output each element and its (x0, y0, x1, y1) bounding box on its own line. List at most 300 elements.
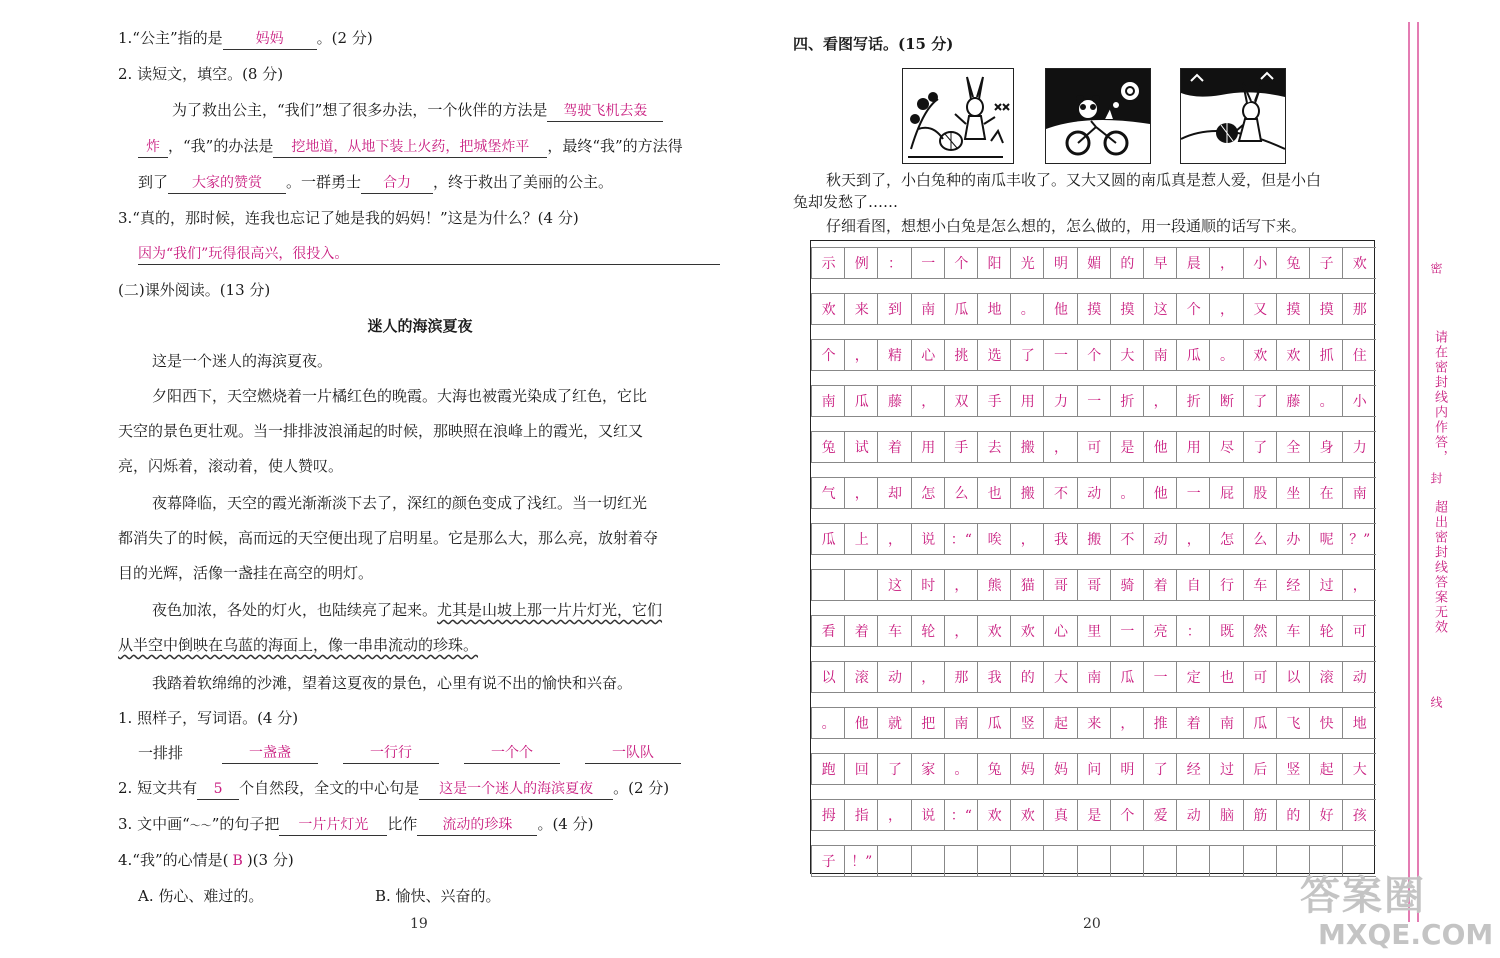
q2-l2-tail: ，最终“我”的方法得 (547, 137, 683, 155)
q1-answer: 妈妈 (223, 29, 317, 50)
grid-cell: 把 (911, 707, 945, 739)
grid-cell (877, 845, 911, 877)
grid-cell: 真 (1043, 799, 1077, 831)
question-1 (118, 28, 373, 50)
grid-cell: 到 (877, 293, 911, 325)
q2-answer-3: 大家的赞赏 (168, 173, 286, 194)
grid-cell: 哥 (1043, 569, 1077, 601)
grid-cell: 好 (1309, 799, 1343, 831)
sq1-example: 一排排 (138, 744, 184, 762)
grid-cell: 着 (1143, 569, 1177, 601)
grid-cell: 力 (1043, 385, 1077, 417)
grid-cell: 一 (1143, 661, 1177, 693)
section-4-title: 四、看图写话。(15 分) (793, 35, 954, 53)
watermark-brand: 答案圈 (1300, 873, 1426, 919)
grid-cell: ， (1143, 385, 1177, 417)
grid-cell (1077, 845, 1111, 877)
grid-cell: 住 (1342, 339, 1376, 371)
grid-cell: 瓜 (944, 293, 978, 325)
grid-cell: ， (1176, 523, 1210, 555)
grid-cell: 晨 (1176, 247, 1210, 279)
grid-cell: 家 (911, 753, 945, 785)
q2-l3-tail: ，终于救出了美丽的公主。 (433, 173, 614, 191)
seal-mark-bottom: 线 (1429, 696, 1443, 710)
grid-cell: 一 (1110, 615, 1144, 647)
grid-cell: ， (944, 569, 978, 601)
grid-cell: 动 (877, 661, 911, 693)
grid-cell: 个 (811, 339, 845, 371)
grid-cell: 亮 (1143, 615, 1177, 647)
grid-cell: 的 (1276, 799, 1310, 831)
grid-cell: 时 (911, 569, 945, 601)
grid-cell: 着 (877, 431, 911, 463)
grid-cell: 在 (1309, 477, 1343, 509)
grid-cell: 试 (844, 431, 878, 463)
grid-cell: 就 (877, 707, 911, 739)
sq3-answer-2: 流动的珍珠 (417, 815, 537, 836)
grid-cell: 也 (977, 477, 1011, 509)
grid-cell: 动 (1176, 799, 1210, 831)
grid-cell: 例 (844, 247, 878, 279)
grid-cell: 明 (1043, 247, 1077, 279)
essay-paragraph-2-line-1: 夕阳西下，天空燃烧着一片橘红色的晚霞。大海也被霞光染成了红色，它比 (152, 387, 648, 405)
sub-question-3 (118, 814, 593, 836)
sq2-prefix: 2. 短文共有 (118, 779, 198, 797)
essay-paragraph-4-line-2: 从半空中倒映在乌蓝的海面上，像一串串流动的珍珠。 (118, 636, 479, 654)
grid-cell: 小 (1243, 247, 1277, 279)
grid-cell: 他 (1043, 293, 1077, 325)
grid-cell: 手 (977, 385, 1011, 417)
page-number-right: 20 (1083, 916, 1101, 932)
grid-cell: 小 (1342, 385, 1376, 417)
grid-cell: 轮 (911, 615, 945, 647)
grid-cell: 回 (844, 753, 878, 785)
essay-paragraph-5: 我踏着软绵绵的沙滩，望着这夏夜的景色，心里有说不出的愉快和兴奋。 (152, 674, 633, 692)
grid-cell: ， (1209, 293, 1243, 325)
grid-cell: 猫 (1010, 569, 1044, 601)
grid-cell: 一 (1043, 339, 1077, 371)
grid-cell: 摸 (1077, 293, 1111, 325)
q2-l3-mid: 。一群勇士 (286, 173, 362, 191)
grid-cell: 以 (811, 661, 845, 693)
grid-cell: 快 (1309, 707, 1343, 739)
grid-cell: ， (844, 477, 878, 509)
sq2-answer-2: 这是一个迷人的海滨夏夜 (419, 779, 613, 800)
writing-intro-line-2: 兔却发愁了…… (793, 193, 899, 211)
grid-cell (1143, 845, 1177, 877)
panda-bicycle-drawing (1046, 69, 1150, 163)
page-number-left: 19 (410, 916, 428, 932)
sq3-answer-1: 一片片灯光 (279, 815, 387, 836)
grid-cell: 竖 (1276, 753, 1310, 785)
grid-cell: 搬 (1010, 431, 1044, 463)
grid-cell: 欢 (1010, 799, 1044, 831)
watermark-url: MXQE.COM (1318, 918, 1494, 951)
grid-cell (1176, 845, 1210, 877)
grid-cell: 欢 (977, 615, 1011, 647)
grid-cell: 妈 (1010, 753, 1044, 785)
grid-cell: 。 (1110, 477, 1144, 509)
grid-cell: 精 (877, 339, 911, 371)
grid-cell: 是 (1077, 799, 1111, 831)
grid-cell: 熊 (977, 569, 1011, 601)
grid-cell: 。 (811, 707, 845, 739)
sq2-middle: 个自然段，全文的中心句是 (239, 779, 420, 797)
grid-cell: 欢 (977, 799, 1011, 831)
grid-cell (1010, 845, 1044, 877)
grid-cell: 他 (1143, 431, 1177, 463)
sq4-suffix: )(3 分) (246, 851, 294, 869)
grid-cell: 兔 (977, 753, 1011, 785)
q2-l3-text: 到了 (138, 173, 169, 191)
grid-cell: 看 (811, 615, 845, 647)
seal-notice-2: 超出密封线答案无效 (1432, 500, 1447, 635)
grid-cell: 。 (944, 753, 978, 785)
writing-intro-line-1: 秋天到了，小白兔种的南瓜丰收了。又大又圆的南瓜真是惹人爱，但是小白 (826, 171, 1322, 189)
grid-cell: 了 (877, 753, 911, 785)
grid-cell: ， (1010, 523, 1044, 555)
grid-cell: 心 (911, 339, 945, 371)
question-3-title: 3.“真的，那时候，连我也忘记了她是我的妈妈！”这是为什么？(4 分) (118, 209, 579, 227)
grid-cell: ！” (844, 845, 878, 877)
grid-cell: 起 (1043, 707, 1077, 739)
grid-cell: 瓜 (844, 385, 878, 417)
essay-paragraph-1: 这是一个迷人的海滨夏夜。 (152, 352, 333, 370)
grid-cell: 兔 (811, 431, 845, 463)
grid-cell: 用 (1176, 431, 1210, 463)
grid-cell: 双 (944, 385, 978, 417)
q2-answer-4: 合力 (361, 173, 433, 194)
grid-cell: 欢 (1243, 339, 1277, 371)
grid-cell: 屁 (1209, 477, 1243, 509)
grid-cell: 来 (844, 293, 878, 325)
grid-cell: 那 (1342, 293, 1376, 325)
grid-cell: 里 (1077, 615, 1111, 647)
grid-cell: 子 (811, 845, 845, 877)
grid-cell: ？” (1342, 523, 1376, 555)
grid-cell: 妈 (1043, 753, 1077, 785)
grid-cell (1243, 845, 1277, 877)
grid-cell: 媚 (1077, 247, 1111, 279)
grid-cell: 藤 (1276, 385, 1310, 417)
grid-cell: 地 (977, 293, 1011, 325)
sub-question-4 (118, 850, 294, 871)
grid-cell: 呢 (1309, 523, 1343, 555)
grid-cell: 说 (911, 799, 945, 831)
grid-cell: 兔 (1276, 247, 1310, 279)
grid-cell: ， (944, 615, 978, 647)
grid-cell: ： (877, 247, 911, 279)
grid-cell: 经 (1276, 569, 1310, 601)
grid-cell: ， (1110, 707, 1144, 739)
grid-cell: 南 (1143, 339, 1177, 371)
grid-cell: 他 (844, 707, 878, 739)
q1-prefix: 1.“公主”指的是 (118, 29, 223, 47)
sq3-suffix: 。(4 分) (537, 815, 594, 833)
grid-cell: ， (1043, 431, 1077, 463)
q2-line-2 (138, 136, 683, 158)
grid-cell: 子 (1309, 247, 1343, 279)
grid-cell: 阳 (977, 247, 1011, 279)
grid-cell: 全 (1276, 431, 1310, 463)
grid-cell: 抓 (1309, 339, 1343, 371)
grid-cell (844, 569, 878, 601)
grid-cell: 跑 (811, 753, 845, 785)
grid-cell: 我 (1043, 523, 1077, 555)
grid-cell: ：“ (944, 523, 978, 555)
picture-panda-on-bicycle (1045, 68, 1151, 164)
grid-cell: ， (877, 799, 911, 831)
grid-cell: 既 (1209, 615, 1243, 647)
p4-plain-text: 夜色加浓，各处的灯火，也陆续亮了起来。 (152, 601, 438, 619)
grid-cell: ， (911, 661, 945, 693)
grid-cell: 手 (944, 431, 978, 463)
section-extra-reading: (二)课外阅读。(13 分) (118, 281, 271, 299)
picture-rabbit-rolling-pumpkin (1180, 68, 1286, 164)
sub-question-2 (118, 778, 669, 800)
essay-paragraph-3-line-3: 目的光辉，活像一盏挂在高空的明灯。 (118, 564, 374, 582)
grid-cell (911, 845, 945, 877)
grid-cell: 欢 (1342, 247, 1376, 279)
grid-cell: 后 (1243, 753, 1277, 785)
grid-cell: 问 (1077, 753, 1111, 785)
grid-cell: 他 (1143, 477, 1177, 509)
grid-cell: 唉 (977, 523, 1011, 555)
grid-cell: 了 (1243, 385, 1277, 417)
grid-cell: 行 (1209, 569, 1243, 601)
sq2-suffix: 。(2 分) (613, 779, 670, 797)
grid-cell: 动 (1342, 661, 1376, 693)
grid-cell: 是 (1110, 431, 1144, 463)
seal-line-left (1408, 22, 1410, 922)
grid-cell: 指 (844, 799, 878, 831)
grid-cell: 瓜 (977, 707, 1011, 739)
sq1-answer-1: 一盏盏 (222, 743, 318, 764)
rabbit-pumpkin-drawing (903, 69, 1013, 163)
grid-cell: 地 (1342, 707, 1376, 739)
grid-cell: 身 (1309, 431, 1343, 463)
grid-cell: 这 (877, 569, 911, 601)
rabbit-rolling-drawing (1181, 69, 1285, 163)
p4-wavy-text-1: 尤其是山坡上那一片片灯光，它们 (437, 601, 663, 619)
seal-mark-top: 密 (1429, 262, 1443, 276)
grid-cell (944, 845, 978, 877)
grid-cell: 那 (944, 661, 978, 693)
grid-cell: 经 (1176, 753, 1210, 785)
grid-cell: 然 (1243, 615, 1277, 647)
grid-cell: 用 (1010, 385, 1044, 417)
grid-cell: 可 (1243, 661, 1277, 693)
essay-paragraph-2-line-2: 天空的景色更壮观。当一排排波浪涌起的时候，那映照在浪峰上的霞光，又红又 (118, 422, 644, 440)
grid-cell: 用 (911, 431, 945, 463)
grid-cell: 以 (1276, 661, 1310, 693)
grid-cell: 大 (1110, 339, 1144, 371)
q3-answer: 因为“我们”玩得很高兴，很投入。 (138, 244, 720, 265)
grid-cell: 股 (1243, 477, 1277, 509)
grid-cell: 折 (1176, 385, 1210, 417)
grid-cell: 怎 (911, 477, 945, 509)
grid-cell: ， (844, 339, 878, 371)
q2-answer-2: 挖地道，从地下装上火药，把城堡炸平 (273, 137, 547, 158)
sq4-answer: B (232, 853, 243, 869)
grid-cell: 竖 (1010, 707, 1044, 739)
sq3-prefix: 3. 文中画“ (118, 815, 190, 833)
grid-cell: 欢 (1276, 339, 1310, 371)
grid-cell: 折 (1110, 385, 1144, 417)
grid-cell: 。 (1309, 385, 1343, 417)
essay-paragraph-2-line-3: 亮，闪烁着，滚动着，使人赞叹。 (118, 457, 344, 475)
grid-cell: 爱 (1143, 799, 1177, 831)
option-a: A. 伤心、难过的。 (138, 887, 264, 905)
grid-cell: 坐 (1276, 477, 1310, 509)
grid-cell: ， (1209, 247, 1243, 279)
picture-rabbit-picking-pumpkin (902, 68, 1014, 164)
grid-cell: 摸 (1276, 293, 1310, 325)
grid-cell: 搬 (1010, 477, 1044, 509)
grid-cell: 一 (1176, 477, 1210, 509)
grid-cell: ， (877, 523, 911, 555)
grid-cell: 一 (911, 247, 945, 279)
question-2-title: 2. 读短文，填空。(8 分) (118, 65, 284, 83)
grid-cell: 推 (1143, 707, 1177, 739)
grid-cell: 选 (977, 339, 1011, 371)
grid-cell: 怎 (1209, 523, 1243, 555)
sq3-middle-2: 比作 (387, 815, 418, 833)
grid-cell: 搬 (1077, 523, 1111, 555)
grid-cell: 挑 (944, 339, 978, 371)
grid-cell: 骑 (1110, 569, 1144, 601)
grid-cell: 瓜 (1110, 661, 1144, 693)
grid-cell: 么 (1243, 523, 1277, 555)
grid-cell: 个 (1077, 339, 1111, 371)
grid-cell (811, 569, 845, 601)
essay-paragraph-3-line-2: 都消失了的时候，高而远的天空便出现了启明星。它是那么大，那么亮，放射着夺 (118, 529, 659, 547)
grid-cell: 了 (1143, 753, 1177, 785)
grid-cell: 动 (1077, 477, 1111, 509)
q2-answer-1: 驾驶飞机去轰 (547, 101, 663, 122)
grid-cell: 滚 (844, 661, 878, 693)
grid-cell: 不 (1043, 477, 1077, 509)
grid-cell: 去 (977, 431, 1011, 463)
grid-cell: 光 (1010, 247, 1044, 279)
sq3-middle: ”的句子把 (211, 815, 280, 833)
q2-line-3 (138, 172, 613, 194)
q2-l1-text: 为了救出公主，“我们”想了很多办法，一个伙伴的方法是 (172, 101, 548, 119)
writing-instruction: 仔细看图，想想小白兔是怎么想的，怎么做的，用一段通顺的话写下来。 (826, 217, 1307, 235)
grid-cell: 早 (1143, 247, 1177, 279)
sq3-wavy-mark: ～～ (189, 819, 212, 832)
grid-cell: 说 (911, 523, 945, 555)
grid-cell: 南 (1209, 707, 1243, 739)
grid-cell: 欢 (1010, 615, 1044, 647)
grid-cell: 过 (1209, 753, 1243, 785)
grid-cell: 一 (1077, 385, 1111, 417)
grid-cell: 断 (1209, 385, 1243, 417)
sq1-answer-4: 一队队 (585, 743, 681, 764)
q1-suffix: 。(2 分) (316, 29, 373, 47)
grid-cell: 了 (1243, 431, 1277, 463)
grid-cell: 可 (1342, 615, 1376, 647)
grid-cell: 可 (1077, 431, 1111, 463)
grid-cell: 么 (944, 477, 978, 509)
grid-cell: 孩 (1342, 799, 1376, 831)
grid-cell: 不 (1110, 523, 1144, 555)
grid-cell: 南 (944, 707, 978, 739)
grid-cell: 南 (1077, 661, 1111, 693)
q2-answer-1-cont: 炸 (138, 137, 168, 158)
grid-cell: 筋 (1243, 799, 1277, 831)
grid-cell: 摸 (1110, 293, 1144, 325)
q2-line-1 (172, 100, 663, 122)
grid-cell: 个 (1110, 799, 1144, 831)
grid-cell: 拇 (811, 799, 845, 831)
grid-cell: 藤 (877, 385, 911, 417)
grid-cell: 脑 (1209, 799, 1243, 831)
grid-cell: 着 (1176, 707, 1210, 739)
grid-cell: 定 (1176, 661, 1210, 693)
grid-cell: 哥 (1077, 569, 1111, 601)
grid-cell: 气 (811, 477, 845, 509)
grid-cell: 自 (1176, 569, 1210, 601)
grid-cell: 轮 (1309, 615, 1343, 647)
grid-cell: 个 (1176, 293, 1210, 325)
grid-cell: ：“ (944, 799, 978, 831)
grid-cell: 飞 (1276, 707, 1310, 739)
grid-cell: 的 (1110, 247, 1144, 279)
essay-paragraph-3-line-1: 夜幕降临，天空的霞光渐渐淡下去了，深红的颜色变成了浅红。当一切红光 (152, 494, 648, 512)
grid-cell: 瓜 (1243, 707, 1277, 739)
grid-cell: 车 (1243, 569, 1277, 601)
seal-mark-mid: 封 (1429, 472, 1443, 486)
grid-cell: ， (1342, 569, 1376, 601)
grid-cell (1110, 845, 1144, 877)
grid-cell: 着 (844, 615, 878, 647)
seal-line-right (1417, 22, 1419, 922)
grid-cell: 瓜 (811, 523, 845, 555)
grid-cell: 来 (1077, 707, 1111, 739)
writing-grid (810, 240, 1375, 874)
grid-cell: 。 (1209, 339, 1243, 371)
grid-cell (977, 845, 1011, 877)
sq1-answer-3: 一个个 (464, 743, 560, 764)
grid-cell: 尽 (1209, 431, 1243, 463)
sq4-prefix: 4.“我”的心情是( (118, 851, 229, 869)
grid-cell: 瓜 (1176, 339, 1210, 371)
grid-cell (1043, 845, 1077, 877)
grid-cell: 。 (1010, 293, 1044, 325)
essay-paragraph-4-line-1 (152, 600, 662, 620)
sub-question-1-title: 1. 照样子，写词语。(4 分) (118, 709, 299, 727)
grid-cell: 起 (1309, 753, 1343, 785)
grid-cell: 上 (844, 523, 878, 555)
grid-cell: 的 (1010, 661, 1044, 693)
essay-title: 迷人的海滨夏夜 (367, 317, 473, 335)
grid-cell: 动 (1143, 523, 1177, 555)
seal-notice-1: 请在密封线内作答， (1432, 330, 1447, 465)
grid-cell: 南 (911, 293, 945, 325)
grid-cell: 个 (944, 247, 978, 279)
grid-cell: 这 (1143, 293, 1177, 325)
grid-cell: 车 (1276, 615, 1310, 647)
grid-cell: 了 (1010, 339, 1044, 371)
q2-l2-text: ，“我”的办法是 (168, 137, 274, 155)
grid-cell: 明 (1110, 753, 1144, 785)
sq2-answer-1: 5 (197, 779, 239, 800)
grid-cell: 南 (811, 385, 845, 417)
grid-cell: 力 (1342, 431, 1376, 463)
grid-cell: 车 (877, 615, 911, 647)
grid-cell: 滚 (1309, 661, 1343, 693)
